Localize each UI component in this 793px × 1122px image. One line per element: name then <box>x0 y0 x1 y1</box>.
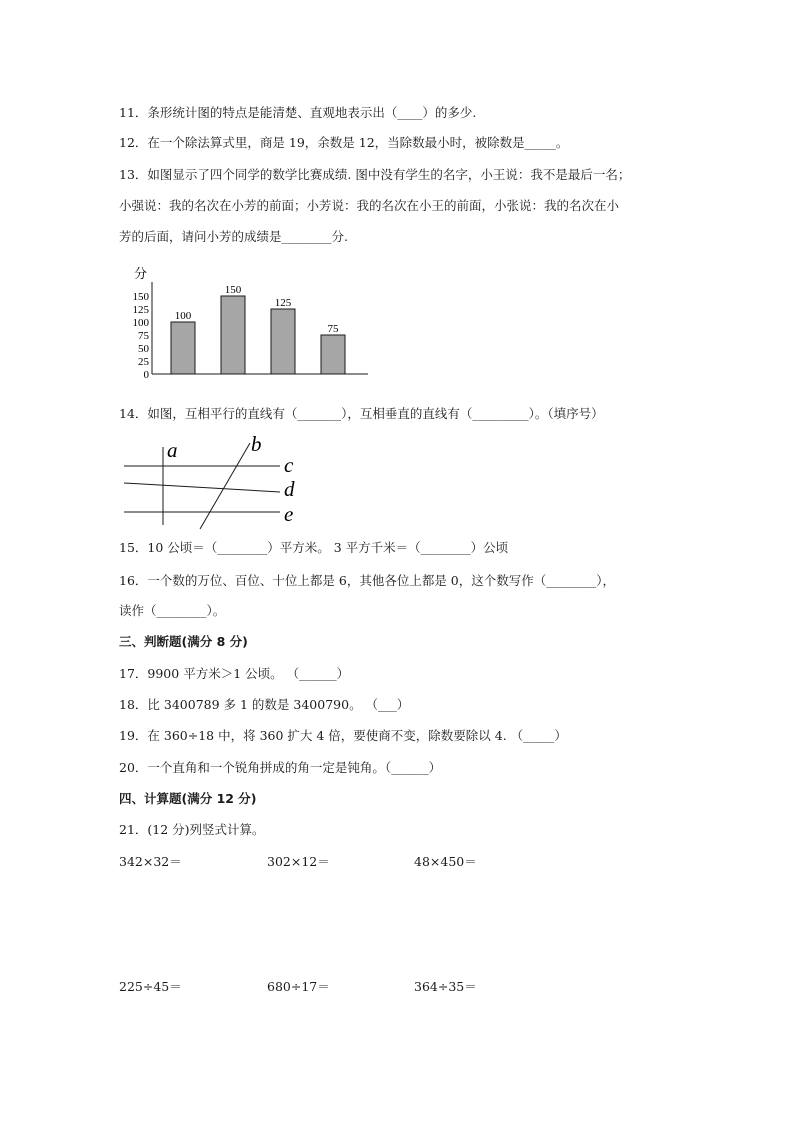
bar-value-label: 100 <box>174 310 192 322</box>
calc-342x32: 342×32＝ <box>119 854 182 869</box>
bar-value-label: 75 <box>327 323 339 335</box>
calc-680div17: 680÷17＝ <box>267 979 330 994</box>
question-20: 20．一个直角和一个锐角拼成的角一定是钝角。（______） <box>119 760 442 775</box>
question-16-line-1: 16．一个数的万位、百位、十位上都是 6，其他各位上都是 0，这个数写作（________）， <box>119 573 616 588</box>
bar <box>171 322 195 374</box>
section-4-heading: 四、计算题(满分 12 分) <box>119 791 257 806</box>
question-18: 18．比 3400789 多 1 的数是 3400790。 （___） <box>119 697 410 712</box>
question-17: 17．9900 平方米＞1 公顷。 （______） <box>119 666 350 681</box>
y-axis-label: 分 <box>134 267 148 282</box>
question-12: 12．在一个除法算式里，商是 19，余数是 12，当除数最小时，被除数是_____。 <box>119 135 569 150</box>
y-tick-label: 150 <box>132 291 149 303</box>
bar <box>221 296 245 374</box>
bar <box>321 335 345 374</box>
y-tick-label: 75 <box>138 330 149 342</box>
question-14: 14．如图，互相平行的直线有（_______），互相垂直的直线有（_________）。（填序号） <box>119 406 604 421</box>
question-15: 15．10 公顷＝（________）平方米。 3 平方千米＝（________）公顷 <box>119 540 509 555</box>
line-b <box>200 443 250 529</box>
y-tick-label: 0 <box>143 369 149 381</box>
question-11: 11．条形统计图的特点是能清楚、直观地表示出（____）的多少. <box>119 105 477 120</box>
calc-48x450: 48×450＝ <box>414 854 477 869</box>
lines-figure <box>120 432 320 535</box>
label-a: a <box>167 438 178 462</box>
y-tick-label: 125 <box>132 304 149 316</box>
calc-225div45: 225÷45＝ <box>119 979 182 994</box>
label-d: d <box>284 477 295 501</box>
question-13-line-3: 芳的后面，请问小芳的成绩是________分. <box>119 229 348 244</box>
question-21: 21．(12 分)列竖式计算。 <box>119 822 265 837</box>
y-tick-label: 50 <box>138 343 149 355</box>
section-3-heading: 三、判断题(满分 8 分) <box>119 634 248 649</box>
line-d <box>124 483 280 492</box>
question-13-line-2: 小强说：我的名次在小芳的前面；小芳说：我的名次在小王的前面，小张说：我的名次在小 <box>119 198 620 213</box>
question-19: 19．在 360÷18 中，将 360 扩大 4 倍，要使商不变，除数要除以 4. （_____） <box>119 728 567 743</box>
label-e: e <box>284 502 294 526</box>
label-c: c <box>284 453 294 477</box>
question-13-line-1: 13．如图显示了四个同学的数学比赛成绩. 图中没有学生的名字，小王说：我不是最后一名； <box>119 167 631 182</box>
calc-364div35: 364÷35＝ <box>414 979 477 994</box>
y-tick-label: 25 <box>138 356 149 368</box>
bar <box>271 309 295 374</box>
calc-302x12: 302×12＝ <box>267 854 330 869</box>
label-b: b <box>251 432 262 456</box>
score-bar-chart <box>125 262 385 387</box>
bar-value-label: 125 <box>274 297 292 309</box>
y-tick-label: 100 <box>132 317 149 329</box>
question-16-line-2: 读作（________）。 <box>119 603 226 618</box>
bar-value-label: 150 <box>224 284 242 296</box>
